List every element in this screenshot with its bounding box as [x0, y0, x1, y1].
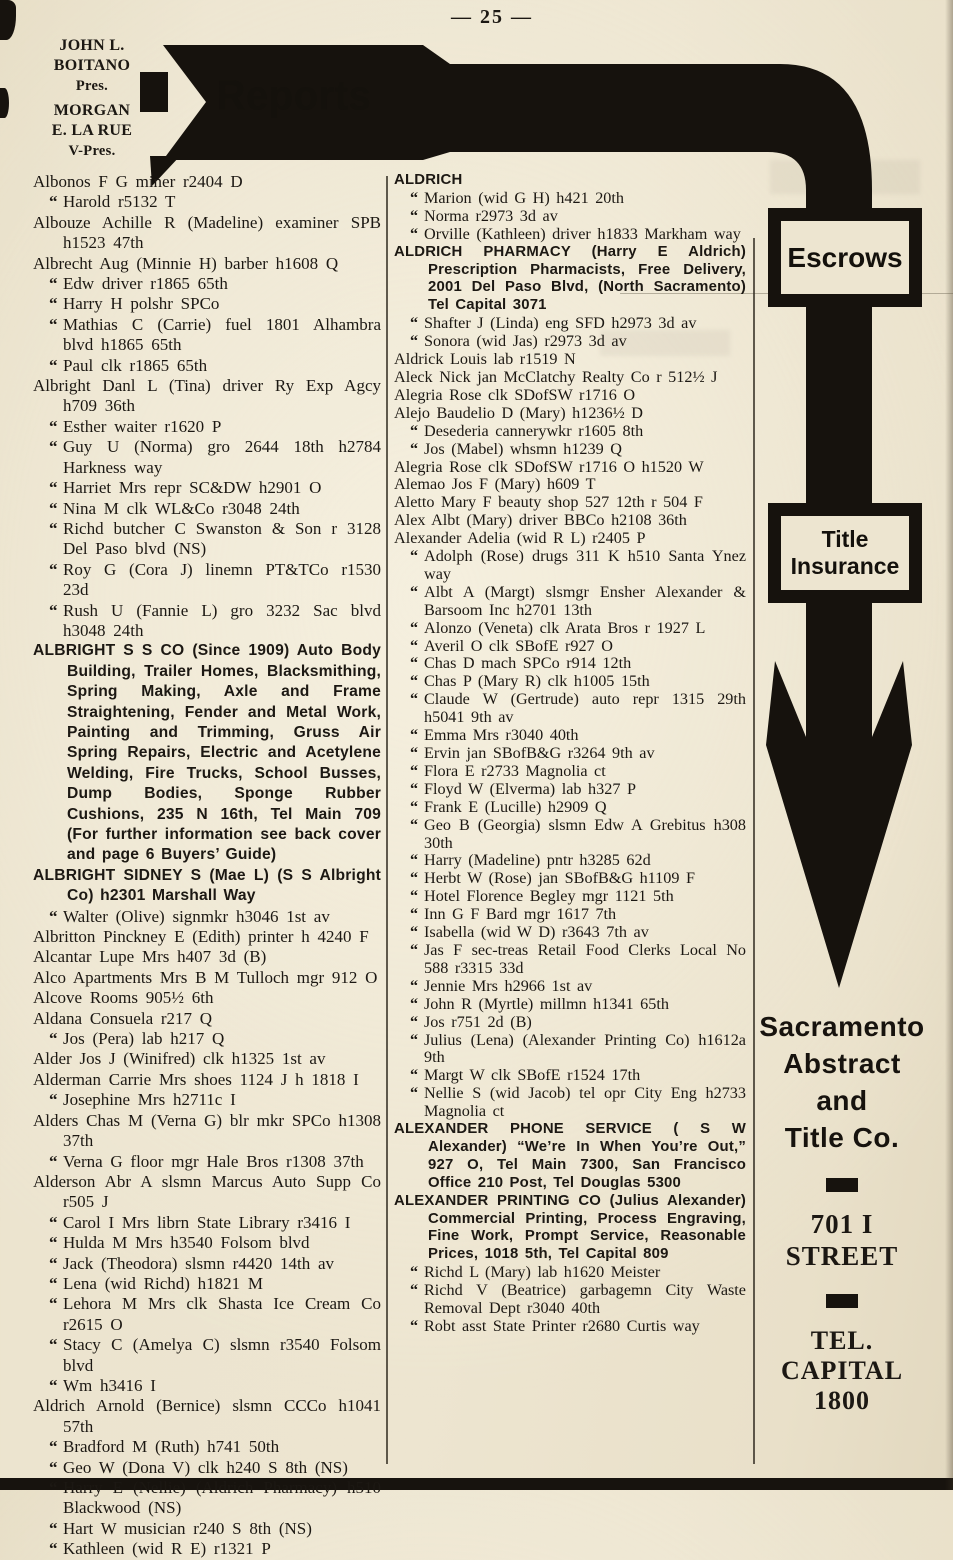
- ditto-mark: “: [410, 1281, 419, 1300]
- page-number: — 25 —: [451, 6, 533, 28]
- advertiser-phone-line: CAPITAL: [780, 1356, 904, 1385]
- ditto-mark: “: [410, 547, 419, 566]
- directory-entry: “ Robt asst State Printer r2680 Curtis way: [410, 1317, 700, 1335]
- ditto-mark: “: [410, 797, 419, 816]
- directory-entry: “ Ervin jan SBofB&G r3264 9th av: [410, 744, 655, 762]
- directory-entry: Alex Albt (Mary) driver BBCo h2108 36th: [394, 511, 687, 530]
- directory-entry: “ Wm h3416 I: [49, 1375, 156, 1395]
- directory-entry: “ Carol I Mrs librn State Library r3416 I: [49, 1212, 351, 1232]
- arrow-tail-tab: [140, 72, 168, 112]
- directory-entry: “ Harold r5132 T: [49, 192, 176, 212]
- ditto-mark: “: [49, 1029, 58, 1049]
- directory-entry: “ Guy U (Norma) gro 2644 18th h2784 Harkness way: [49, 437, 381, 477]
- directory-entry: “ Margt W clk SBofE r1524 17th: [410, 1066, 641, 1085]
- directory-entry: “ Harry H polshr SPCo: [49, 294, 220, 314]
- ditto-mark: “: [410, 672, 419, 691]
- officer-title: V-Pres.: [68, 143, 116, 159]
- column-divider-rule: [386, 176, 388, 1464]
- directory-entry: “ Kathleen (wid R E) r1321 P: [49, 1539, 271, 1559]
- ditto-mark: “: [410, 421, 419, 440]
- ditto-mark: “: [410, 618, 419, 637]
- directory-entry: “ Chas P (Mary R) clk h1005 15th: [410, 672, 650, 691]
- directory-entry: Alco Apartments Mrs B M Tulloch mgr 912 O: [33, 967, 378, 987]
- directory-entry: “ Nellie S (wid Jacob) tel opr City Eng h2733 Magnolia ct: [410, 1084, 746, 1121]
- directory-entry: “ Chas D mach SPCo r914 12th: [410, 654, 632, 673]
- ditto-mark: “: [49, 478, 58, 498]
- ditto-mark: “: [410, 1317, 419, 1335]
- directory-entry: “ Inn G F Bard mgr 1617 7th: [410, 905, 617, 924]
- title-insurance-sign-label: [781, 514, 909, 592]
- reports-banner-label: Reports: [216, 72, 372, 119]
- directory-entry: Aldana Consuela r217 Q: [33, 1008, 213, 1028]
- directory-entry: “ Harry (Madeline) pntr h3285 62d: [410, 851, 651, 870]
- separator-bar: [826, 1178, 858, 1192]
- directory-entry: “ Jos r751 2d (B): [410, 1012, 532, 1031]
- ditto-mark: “: [49, 906, 58, 926]
- ditto-mark: “: [410, 188, 419, 207]
- directory-entry: “ Isabella (wid W D) r3643 7th av: [410, 923, 649, 942]
- directory-entry: “ Edw driver r1865 65th: [49, 274, 228, 294]
- directory-entry: “ Frank E (Lucille) h2909 Q: [410, 797, 607, 816]
- directory-entry: Alexander Adelia (wid R L) r2405 P: [394, 529, 646, 548]
- directory-entry: “ Alonzo (Veneta) clk Arata Bros r 1927 L: [410, 618, 706, 637]
- advertiser-name-line: and: [816, 1085, 868, 1116]
- ditto-mark: “: [410, 582, 419, 601]
- directory-entry: “ Nina M clk WL&Co r3048 24th: [49, 498, 300, 518]
- directory-entry: Alcantar Lupe Mrs h407 3d (B): [33, 947, 267, 967]
- ditto-mark: “: [410, 940, 419, 959]
- directory-entry: “ Marion (wid G H) h421 20th: [410, 188, 624, 207]
- directory-column-left: [33, 172, 381, 1560]
- ditto-mark: “: [49, 1273, 58, 1293]
- directory-entry: “ Esther waiter r1620 P: [49, 416, 222, 436]
- directory-entry: Alderman Carrie Mrs shoes 1124 J h 1818 I: [33, 1069, 359, 1089]
- directory-entry: “ Jos (Mabel) whsmn h1239 Q: [410, 439, 622, 458]
- ditto-mark: “: [49, 1233, 58, 1253]
- directory-entry: “ Jennie Mrs h2966 1st av: [410, 976, 593, 995]
- directory-entry: “ Hulda M Mrs h3540 Folsom blvd: [49, 1233, 310, 1253]
- directory-entry: “ Averil O clk SBofE r927 O: [410, 636, 613, 655]
- directory-entry: Alderson Abr A slsmn Marcus Auto Supp Co r505 J: [33, 1171, 381, 1212]
- directory-entry: “ Jack (Theodora) slsmn r4420 14th av: [49, 1253, 335, 1273]
- directory-entry: “ Geo W (Dona V) clk h240 S 8th (NS): [49, 1457, 348, 1477]
- advertiser-phone-line: TEL.: [810, 1326, 874, 1355]
- directory-entry: Albonos F G miner r2404 D: [33, 172, 243, 191]
- directory-entry: “ Jas F sec-treas Retail Food Clerks Local No 588 r3315 33d: [410, 940, 746, 977]
- directory-entry: Albrecht Aug (Minnie H) barber h1608 Q: [33, 253, 339, 273]
- ditto-mark: “: [410, 314, 419, 333]
- ditto-mark: “: [49, 294, 58, 314]
- advertiser-address-line: 701 I: [810, 1209, 874, 1239]
- ditto-mark: “: [410, 224, 419, 243]
- directory-entry: “ Emma Mrs r3040 40th: [410, 726, 579, 745]
- advertiser-address-line: STREET: [785, 1241, 899, 1271]
- ditto-mark: “: [49, 1457, 58, 1477]
- directory-entry: “ Bradford M (Ruth) h741 50th: [49, 1437, 280, 1457]
- directory-entry: ALEXANDER PHONE SERVICE ( S W Alexander) “We’re In When You’re Out,” 927 O, Tel Main 7300, San Francisco Office 210 Post, Tel Douglas 5300: [394, 1121, 746, 1191]
- directory-entry: “ Lehora M Mrs clk Shasta Ice Cream Co r2615 O: [49, 1294, 381, 1334]
- directory-entry: Alejo Baudelio D (Mary) h1236½ D: [394, 403, 643, 422]
- advertiser-block: [748, 1008, 936, 1416]
- directory-entry: “ Flora E r2733 Magnolia ct: [410, 761, 606, 780]
- directory-entry: “ Lena (wid Richd) h1821 M: [49, 1273, 264, 1293]
- ditto-mark: “: [49, 355, 58, 375]
- directory-entry: “ Norma r2973 3d av: [410, 206, 558, 225]
- directory-entry: “ Harriet Mrs repr SC&DW h2901 O: [49, 478, 322, 498]
- directory-entry: “ Richd butcher C Swanston & Son r 3128 Del Paso blvd (NS): [49, 518, 381, 559]
- ditto-mark: “: [49, 192, 58, 212]
- ditto-mark: “: [410, 690, 419, 709]
- directory-entry: ALBRIGHT S S CO (Since 1909) Auto Body Building, Trailer Homes, Blacksmithing, Spring Making, Axle and Frame Straightening, Fender and Metal Work, Painting and Trimming, Gruss Air Spring Repairs, Electric and Acetylene Welding, Fire Trucks, School Busses, Dump Bodies, Sponge Rubber Cushions, 235 N 16th, Tel Main 709 (For further information see back cover and page 6 Buyers’ Guide): [33, 642, 381, 864]
- directory-entry: Alder Jos J (Winifred) clk h1325 1st av: [33, 1049, 326, 1069]
- ditto-mark: “: [49, 1518, 58, 1538]
- directory-entry: “ Hotel Florence Begley mgr 1121 5th: [410, 887, 674, 906]
- ditto-mark: “: [410, 1030, 419, 1049]
- escrows-sign-label: Escrows: [787, 241, 903, 273]
- title-insurance-line1: Title: [821, 526, 869, 552]
- ditto-mark: “: [49, 1090, 58, 1110]
- ditto-mark: “: [49, 498, 58, 518]
- advertiser-name-line: Title Co.: [784, 1122, 900, 1153]
- directory-entry: “ John R (Myrtle) millmn h1341 65th: [410, 994, 669, 1013]
- ditto-mark: “: [49, 437, 58, 457]
- directory-entry: “ Paul clk r1865 65th: [49, 355, 208, 375]
- ditto-mark: “: [49, 518, 58, 538]
- directory-column-right: [394, 172, 746, 1336]
- directory-entry: “ Herbt W (Rose) jan SBofB&G h1109 F: [410, 869, 695, 888]
- directory-entry: Alegria Rose clk SDofSW r1716 O: [394, 385, 636, 404]
- ditto-mark: “: [410, 761, 419, 780]
- directory-entry: “ Walter (Olive) signmkr h3046 1st av: [49, 906, 330, 926]
- ditto-mark: “: [410, 636, 419, 655]
- ditto-mark: “: [49, 1437, 58, 1457]
- directory-entry: “ Julius (Lena) (Alexander Printing Co) h1612a 9th: [410, 1030, 746, 1067]
- directory-entry: “ Adolph (Rose) drugs 311 K h510 Santa Ynez way: [410, 547, 746, 583]
- directory-entry: “ Geo B (Georgia) slsmn Edw A Grebitus h308 30th: [410, 815, 746, 852]
- directory-entry: ALDRICH: [394, 172, 463, 188]
- directory-entry: “ Claude W (Gertrude) auto repr 1315 29th h5041 9th av: [410, 690, 746, 727]
- directory-entry: Aletto Mary F beauty shop 527 12th r 504 F: [394, 493, 703, 512]
- directory-entry: Albouze Achille R (Madeline) examiner SPB h1523 47th: [33, 212, 381, 253]
- separator-bar: [826, 1294, 858, 1308]
- directory-entry: “ Josephine Mrs h2711c I: [49, 1090, 236, 1110]
- ditto-mark: “: [410, 206, 419, 225]
- ditto-mark: “: [410, 869, 419, 888]
- directory-entry: Aldrich Arnold (Bernice) slsmn CCCo h1041 57th: [33, 1396, 381, 1436]
- directory-entry: Alcove Rooms 905½ 6th: [33, 988, 214, 1008]
- ditto-mark: “: [410, 923, 419, 942]
- directory-entry: “ Rush U (Fannie L) gro 3232 Sac blvd h3048 24th: [49, 600, 381, 640]
- directory-entry: “ Sonora (wid Jas) r2973 3d av: [410, 332, 627, 351]
- ditto-mark: “: [410, 1263, 419, 1282]
- directory-entry: “ Verna G floor mgr Hale Bros r1308 37th: [49, 1151, 364, 1171]
- directory-entry: “ Mathias C (Carrie) fuel 1801 Alhambra blvd h1865 65th: [49, 314, 381, 355]
- directory-entry: Aleck Nick jan McClatchy Realty Co r 512½ J: [394, 367, 718, 386]
- ditto-mark: “: [49, 600, 58, 620]
- ditto-mark: “: [410, 976, 419, 995]
- directory-entry: Aldrick Louis lab r1519 N: [394, 350, 576, 369]
- directory-entry: “ Floyd W (Elverma) lab h327 P: [410, 779, 636, 798]
- ditto-mark: “: [410, 887, 419, 906]
- ditto-mark: “: [49, 1151, 58, 1171]
- sidebar-divider-rule: [753, 238, 755, 1464]
- ditto-mark: “: [49, 314, 58, 334]
- ditto-mark: “: [410, 332, 419, 351]
- directory-entry: ALEXANDER PRINTING CO (Julius Alexander) Commercial Printing, Process Engraving, Fine Work, Prompt Service, Reasonable Prices, 1018 5th, Tel Capital 809: [394, 1192, 746, 1263]
- directory-entry: ALDRICH PHARMACY (Harry E Aldrich) Prescription Pharmacists, Free Delivery, 2001 Del Paso Blvd, (North Sacramento) Tel Capital 3071: [394, 243, 746, 314]
- ditto-mark: “: [410, 744, 419, 762]
- ditto-mark: “: [410, 654, 419, 673]
- ditto-mark: “: [49, 274, 58, 294]
- directory-entry: “ Orville (Kathleen) driver h1833 Markham way: [410, 224, 741, 243]
- ditto-mark: “: [410, 726, 419, 745]
- ditto-mark: “: [410, 1066, 419, 1085]
- officer-name-line: JOHN L.: [59, 37, 125, 54]
- ditto-mark: “: [410, 1012, 419, 1031]
- directory-entry: ALBRIGHT SIDNEY S (Mae L) (S S Albright Co) h2301 Marshall Way: [33, 866, 381, 905]
- ditto-mark: “: [410, 779, 419, 798]
- directory-entry: “ Shafter J (Linda) eng SFD h2973 3d av: [410, 314, 697, 333]
- directory-entry: Albright Danl L (Tina) driver Ry Exp Agcy h709 36th: [33, 376, 381, 416]
- advertiser-name-line: Sacramento: [759, 1011, 925, 1042]
- directory-entry: Alders Chas M (Verna G) blr mkr SPCo h1308 37th: [33, 1110, 381, 1151]
- officer-name-line: BOITANO: [53, 57, 131, 74]
- officer-title: Pres.: [75, 78, 109, 94]
- officer-name-line: E. LA RUE: [51, 122, 133, 139]
- directory-entry: Alemao Jos F (Mary) h609 T: [394, 475, 596, 494]
- directory-entry: “ Richd L (Mary) lab h1620 Meister: [410, 1263, 661, 1282]
- advertiser-phone-line: 1800: [814, 1386, 870, 1415]
- ditto-mark: “: [49, 416, 58, 436]
- ditto-mark: “: [410, 439, 419, 458]
- ditto-mark: “: [410, 1084, 419, 1103]
- advertiser-name-line: Abstract: [783, 1048, 901, 1079]
- officer-name-line: MORGAN: [53, 102, 131, 119]
- ditto-mark: “: [49, 1253, 58, 1273]
- ditto-mark: “: [49, 1335, 58, 1355]
- ditto-mark: “: [410, 905, 419, 924]
- ditto-mark: “: [410, 815, 419, 834]
- ditto-mark: “: [49, 1375, 58, 1395]
- title-insurance-line2: Insurance: [790, 553, 900, 579]
- directory-entry: “ Jos (Pera) lab h217 Q: [49, 1029, 225, 1049]
- directory-entry: “ Hart W musician r240 S 8th (NS): [49, 1518, 312, 1538]
- directory-entry: “ Desederia cannerywkr r1605 8th: [410, 421, 644, 440]
- directory-entry: “ Albt A (Margt) slsmgr Ensher Alexander & Barsoom Inc h2701 13th: [410, 582, 746, 619]
- ditto-mark: “: [49, 1478, 58, 1497]
- ditto-mark: “: [49, 1212, 58, 1232]
- ditto-mark: “: [410, 994, 419, 1013]
- ditto-mark: “: [49, 1539, 58, 1559]
- ditto-mark: “: [49, 1294, 58, 1314]
- directory-entry: “ Harry E (Nellie) (Aldrich Pharmacy) h510 Blackwood (NS): [49, 1478, 381, 1518]
- ditto-mark: “: [49, 559, 58, 579]
- directory-entry: “ Richd V (Beatrice) garbagemn City Waste Removal Dept r3040 40th: [410, 1281, 746, 1318]
- directory-entry: Albritton Pinckney E (Edith) printer h 4240 F: [33, 927, 369, 947]
- ditto-mark: “: [410, 851, 419, 870]
- directory-entry: “ Stacy C (Amelya C) slsmn r3540 Folsom blvd: [49, 1335, 381, 1375]
- directory-entry: Alegria Rose clk SDofSW r1716 O h1520 W: [394, 457, 704, 476]
- directory-entry: “ Roy G (Cora J) linemn PT&TCo r1530 23d: [49, 559, 381, 600]
